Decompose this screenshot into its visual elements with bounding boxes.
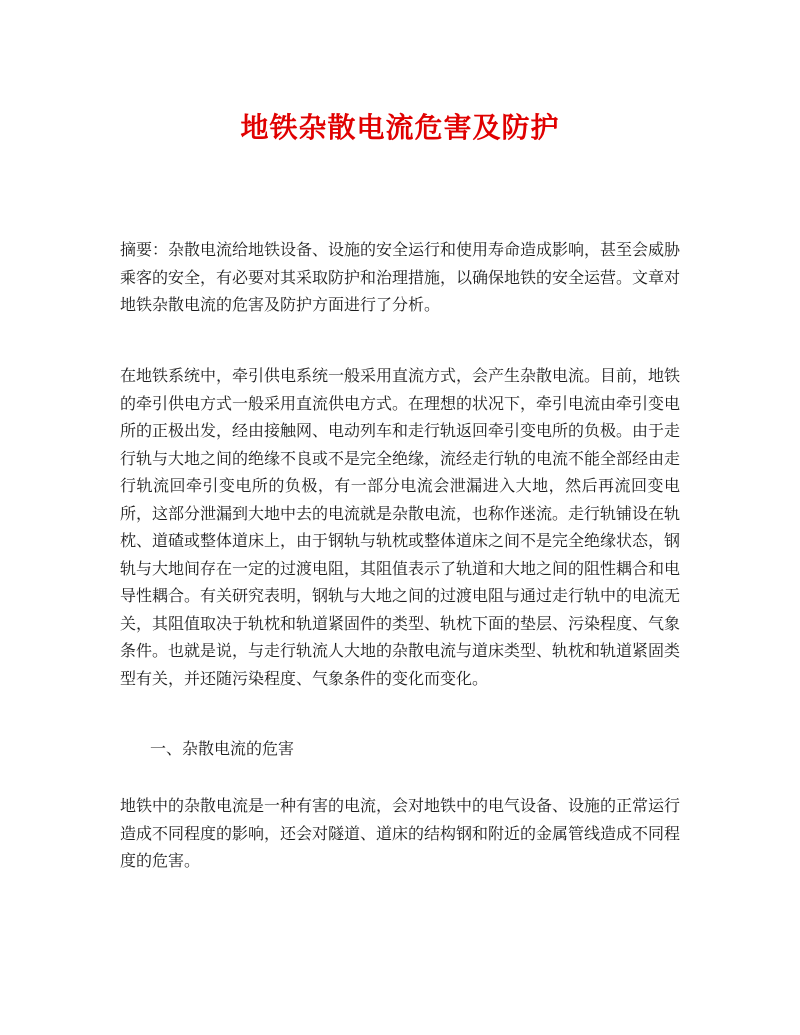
section-heading-1: 一、杂散电流的危害 bbox=[150, 739, 295, 758]
document-title: 地铁杂散电流危害及防护 bbox=[240, 111, 560, 144]
body-paragraph-2: 地铁中的杂散电流是一种有害的电流，会对地铁中的电气设备、设施的正常运行造成不同程度的影响，还会对隧道、道床的结构钢和附近的金属管线造成不同程度的危害。 bbox=[120, 796, 681, 870]
abstract-paragraph: 摘要：杂散电流给地铁设备、设施的安全运行和使用寿命造成影响，甚至会威胁乘客的安全，有必要对其采取防护和治理措施，以确保地铁的安全运营。文章对地铁杂散电流的危害及防护方面进行了分析。 bbox=[120, 240, 681, 314]
body-paragraph-1: 在地铁系统中，牵引供电系统一般采用直流方式，会产生杂散电流。目前，地铁的牵引供电方式一般采用直流供电方式。在理想的状况下，牵引电流由牵引变电所的正极出发，经由接触网、电动列车和走行轨返回牵引变电所的负极。由于走行轨与大地之间的绝缘不良或不是完全绝缘，流经走行轨的电流不能全部经由走行轨流回牵引变电所的负极，有一部分电流会泄漏进入大地，然后再流回变电所，这部分泄漏到大地中去的电流就是杂散电流，也称作迷流。走行轨铺设在轨枕、道碴或整体道床上，由于钢轨与轨枕或整体道床之间不是完全绝缘状态，钢轨与大地间存在一定的过渡电阻，其阻值表示了轨道和大地之间的阻性耦合和电导性耦合。有关研究表明，钢轨与大地之间的过渡电阻与通过走行轨中的电流无关，其阻值取决于轨枕和轨道紧固件的类型、轨枕下面的垫层、污染程度、气象条件。也就是说，与走行轨流人大地的杂散电流与道床类型、轨枕和轨道紧固类型有关，并还随污染程度、气象条件的变化而变化。 bbox=[120, 366, 681, 688]
